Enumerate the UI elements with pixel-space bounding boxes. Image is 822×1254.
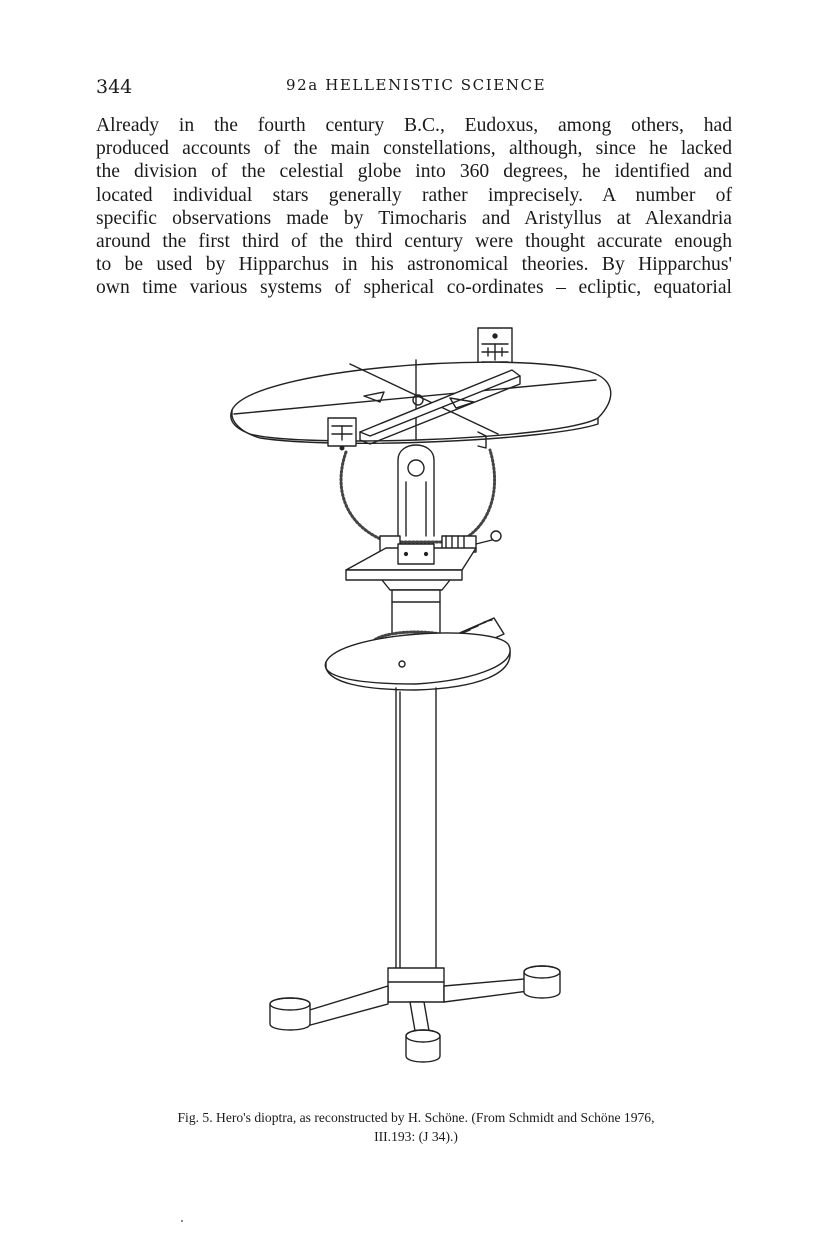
body-line: around the first third of the third century were thought accurate enough (96, 231, 732, 253)
caption-line: III.193: (J 34).) (374, 1129, 458, 1144)
figure-caption (96, 1108, 736, 1146)
body-line: own time various systems of spherical co-ordinates – ecliptic, equatorial (96, 277, 732, 299)
body-line: located individual stars generally rather imprecisely. A number of (96, 184, 732, 206)
page-speck (181, 1220, 183, 1222)
running-head (96, 76, 736, 100)
body-line: Already in the fourth century B.C., Eudoxus, among others, had (96, 115, 732, 136)
body-line: produced accounts of the main constellations, although, since he lacked (96, 138, 732, 160)
body-line: specific observations made by Timocharis and Aristyllus at Alexandria (96, 207, 732, 229)
page-number: 344 (96, 76, 133, 98)
body-paragraph (96, 114, 732, 300)
body-line: the division of the celestial globe into 360 degrees, he identified and (96, 161, 732, 183)
dioptra-illustration-icon (220, 322, 620, 1072)
chapter-title: 92a HELLENISTIC SCIENCE (286, 76, 547, 94)
caption-line: Fig. 5. Hero's dioptra, as reconstructed by H. Schöne. (From Schmidt and Schöne 1976, (177, 1110, 655, 1125)
figure-dioptra (220, 322, 620, 1072)
body-line: to be used by Hipparchus in his astronomical theories. By Hipparchus' (96, 254, 732, 276)
